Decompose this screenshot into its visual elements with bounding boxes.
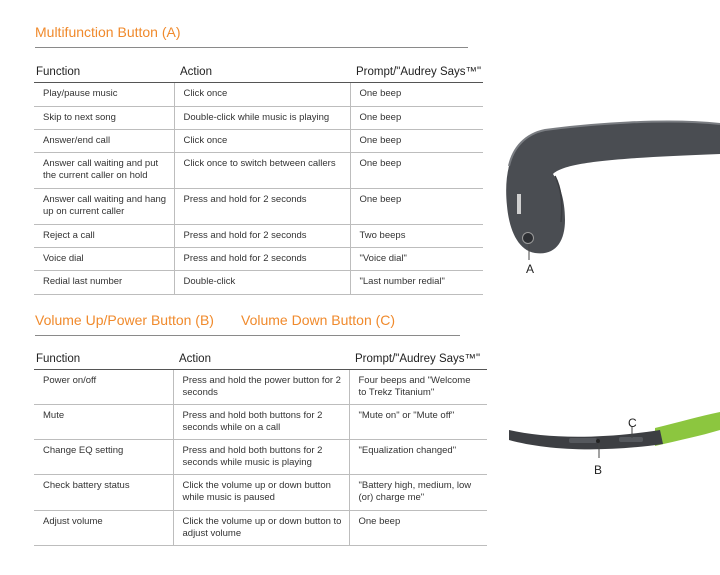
column-header-function: Function xyxy=(34,347,173,369)
function-cell: Answer call waiting and put the current caller on hold xyxy=(34,152,174,188)
table-row xyxy=(34,474,487,510)
table-row xyxy=(34,439,487,474)
function-cell: Voice dial xyxy=(34,247,174,270)
action-cell: Press and hold for 2 seconds xyxy=(174,247,350,270)
table-row xyxy=(34,188,483,224)
section-title-volume-up: Volume Up/Power Button (B) xyxy=(35,312,214,328)
table-row xyxy=(34,369,487,404)
prompt-cell: One beep xyxy=(350,129,483,152)
table-row xyxy=(34,82,483,106)
title-divider xyxy=(35,335,460,336)
action-cell: Press and hold both buttons for 2 seconds while music is playing xyxy=(173,439,349,474)
table-row xyxy=(34,224,483,247)
button-c-label: C xyxy=(628,416,637,430)
prompt-cell: "Mute on" or "Mute off" xyxy=(349,404,487,439)
prompt-cell: One beep xyxy=(349,510,487,545)
prompt-cell: Two beeps xyxy=(350,224,483,247)
action-cell: Press and hold the power button for 2 seconds xyxy=(173,369,349,404)
action-cell: Click once to switch between callers xyxy=(174,152,350,188)
headphone-band-illustration xyxy=(505,408,720,458)
multifunction-button-table xyxy=(34,60,483,295)
function-cell: Redial last number xyxy=(34,270,174,294)
column-header-action: Action xyxy=(173,347,349,369)
headphone-side-illustration xyxy=(495,110,720,280)
prompt-cell: "Last number redial" xyxy=(350,270,483,294)
function-cell: Answer/end call xyxy=(34,129,174,152)
column-header-action: Action xyxy=(174,60,350,82)
function-cell: Answer call waiting and hang up on current caller xyxy=(34,188,174,224)
prompt-cell: One beep xyxy=(350,188,483,224)
function-cell: Reject a call xyxy=(34,224,174,247)
table-row xyxy=(34,129,483,152)
prompt-cell: "Battery high, medium, low (or) charge me" xyxy=(349,474,487,510)
action-cell: Click the volume up or down button to adjust volume xyxy=(173,510,349,545)
function-cell: Power on/off xyxy=(34,369,173,404)
prompt-cell: Four beeps and "Welcome to Trekz Titanium" xyxy=(349,369,487,404)
prompt-cell: One beep xyxy=(350,106,483,129)
function-cell: Adjust volume xyxy=(34,510,173,545)
action-cell: Double-click while music is playing xyxy=(174,106,350,129)
prompt-cell: One beep xyxy=(350,152,483,188)
title-divider xyxy=(35,47,468,48)
table-row xyxy=(34,270,483,294)
function-cell: Skip to next song xyxy=(34,106,174,129)
column-header-prompt: Prompt/"Audrey Says™" xyxy=(350,60,483,82)
table-row xyxy=(34,152,483,188)
prompt-cell: "Voice dial" xyxy=(350,247,483,270)
action-cell: Press and hold for 2 seconds xyxy=(174,224,350,247)
volume-button-table xyxy=(34,347,487,546)
prompt-cell: "Equalization changed" xyxy=(349,439,487,474)
prompt-cell: One beep xyxy=(350,82,483,106)
table-row xyxy=(34,247,483,270)
section-title-volume-down: Volume Down Button (C) xyxy=(241,312,396,328)
column-header-prompt: Prompt/"Audrey Says™" xyxy=(349,347,487,369)
section-title-multifunction: Multifunction Button (A) xyxy=(35,24,181,40)
table-row xyxy=(34,404,487,439)
column-header-function: Function xyxy=(34,60,174,82)
action-cell: Double-click xyxy=(174,270,350,294)
action-cell: Press and hold both buttons for 2 seconds while on a call xyxy=(173,404,349,439)
button-a-label: A xyxy=(526,262,535,276)
table-row xyxy=(34,106,483,129)
table-row xyxy=(34,510,487,545)
function-cell: Check battery status xyxy=(34,474,173,510)
action-cell: Press and hold for 2 seconds xyxy=(174,188,350,224)
function-cell: Change EQ setting xyxy=(34,439,173,474)
action-cell: Click the volume up or down button while music is paused xyxy=(173,474,349,510)
function-cell: Play/pause music xyxy=(34,82,174,106)
action-cell: Click once xyxy=(174,82,350,106)
function-cell: Mute xyxy=(34,404,173,439)
action-cell: Click once xyxy=(174,129,350,152)
button-b-label: B xyxy=(594,463,603,477)
